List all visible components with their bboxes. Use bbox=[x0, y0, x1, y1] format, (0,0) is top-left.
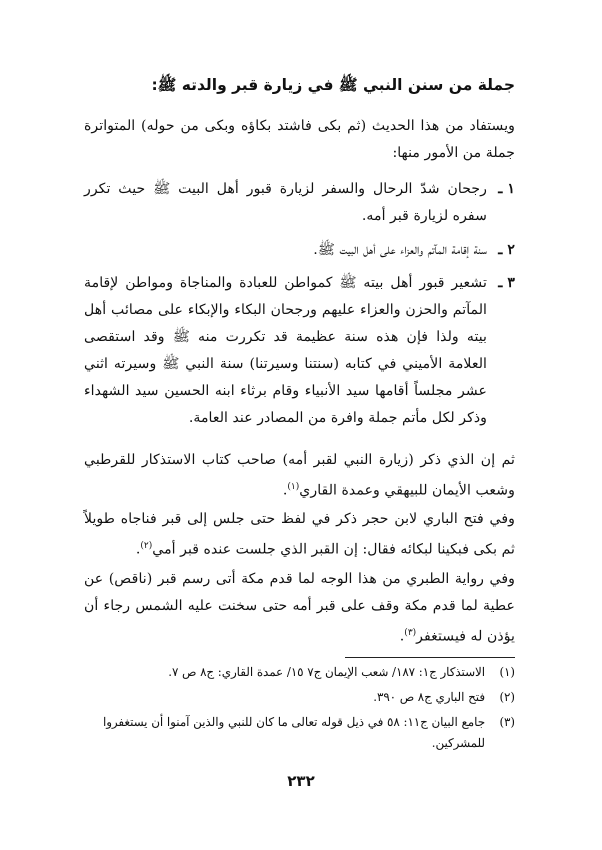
paragraph-end: . bbox=[399, 628, 405, 645]
footnote bbox=[84, 687, 515, 708]
body-paragraph bbox=[84, 447, 515, 505]
footnote-reference[interactable]: (٢) bbox=[140, 541, 153, 551]
footnote-reference[interactable]: (٣) bbox=[404, 628, 417, 638]
footnote-text: فتح الباري ج٨ ص ٣٩٠. bbox=[373, 690, 485, 704]
section-heading: جملة من سنن النبي ﷺ في زيارة قبر والدته ﷺ: bbox=[151, 76, 515, 94]
body-paragraph bbox=[84, 566, 515, 651]
footnote-number: (٢) bbox=[499, 690, 515, 704]
paragraph-end: . bbox=[135, 541, 141, 558]
footnote-number: (١) bbox=[499, 665, 515, 679]
list-item-text: رجحان شدّ الرحال والسفر لزيارة قبور أهل البيت ﷺ حيث تكرر سفره لزيارة قبر أمه. bbox=[84, 181, 487, 224]
list-item-text: سنة إقامة المآتم والعزاء على أهل البيت ﷺ. bbox=[313, 242, 487, 258]
body-paragraph bbox=[84, 506, 515, 564]
list-item bbox=[84, 237, 515, 264]
list-item bbox=[84, 176, 515, 230]
paragraph-text: ثم إن الذي ذكر (زيارة النبي لقبر أمه) صاحب كتاب الاستذكار للقرطبي وشعب الأيمان للبيهقي وعمدة القاري bbox=[84, 452, 515, 499]
footnote bbox=[84, 712, 515, 754]
list-item-number: ٢ ـ bbox=[498, 242, 515, 258]
page-number: ٢٣٢ bbox=[287, 772, 315, 790]
paragraph-text: وفي فتح الباري لابن حجر ذكر في لفظ حتى جلس إلى قبر فناجاه طويلاً ثم بكى فبكينا لبكائه فقال: إن القبر الذي جلست عنده قبر أمي bbox=[84, 511, 515, 558]
footnote-reference[interactable]: (١) bbox=[287, 482, 300, 492]
list-item-text: تشعير قبور أهل بيته ﷺ كمواطن للعبادة والمناجاة ومواطن لإقامة المآتم والحزن والعزاء عليهم ورجحان البكاء والإبكاء على مصائب أهل بيته ولذا فإن هذه سنة عظيمة قد تكررت منه ﷺ وقد استقصى العلامة الأميني في كتابه (سنتنا وسيرتنا) سنة النبي ﷺ وسيرته اثني عشر مجلساً أقامها سيد الأنبياء وقام برثاء ابنه الحسين سيد الشهداء وذكر لكل مأتم جملة وافرة من المصادر عند العامة. bbox=[84, 275, 487, 426]
intro-paragraph: ويستفاد من هذا الحديث (ثم بكى فاشتد بكاؤه وبكى من حوله) المتواترة جملة من الأمور منها: bbox=[84, 118, 515, 161]
paragraph-text: وفي رواية الطبري من هذا الوجه لما قدم مكة أتى رسم قبر (ناقص) عن عطية لما قدم مكة وقف على قبر أمه حتى سخنت عليه الشمس رجاء أن يؤذن له فيستغفر bbox=[84, 571, 515, 645]
list-item bbox=[84, 270, 515, 432]
footnote-number: (٣) bbox=[499, 715, 515, 729]
footnote-text: جامع البيان ج١١: ٥٨ في ذيل قوله تعالى ما كان للنبي والذين آمنوا أن يستغفروا للمشركين. bbox=[102, 715, 485, 750]
paragraph-end: . bbox=[282, 482, 288, 499]
list-item-number: ١ ـ bbox=[498, 181, 515, 197]
footnotes-section bbox=[84, 657, 515, 754]
footnote-divider bbox=[345, 657, 515, 658]
footnote-text: الاستذكار ج١: ١٨٧/ شعب الإيمان ج٧ ١٥/ عمدة القاري: ج٨ ص ٧. bbox=[168, 665, 485, 679]
footnote bbox=[84, 662, 515, 683]
list-item-number: ٣ ـ bbox=[498, 275, 515, 291]
